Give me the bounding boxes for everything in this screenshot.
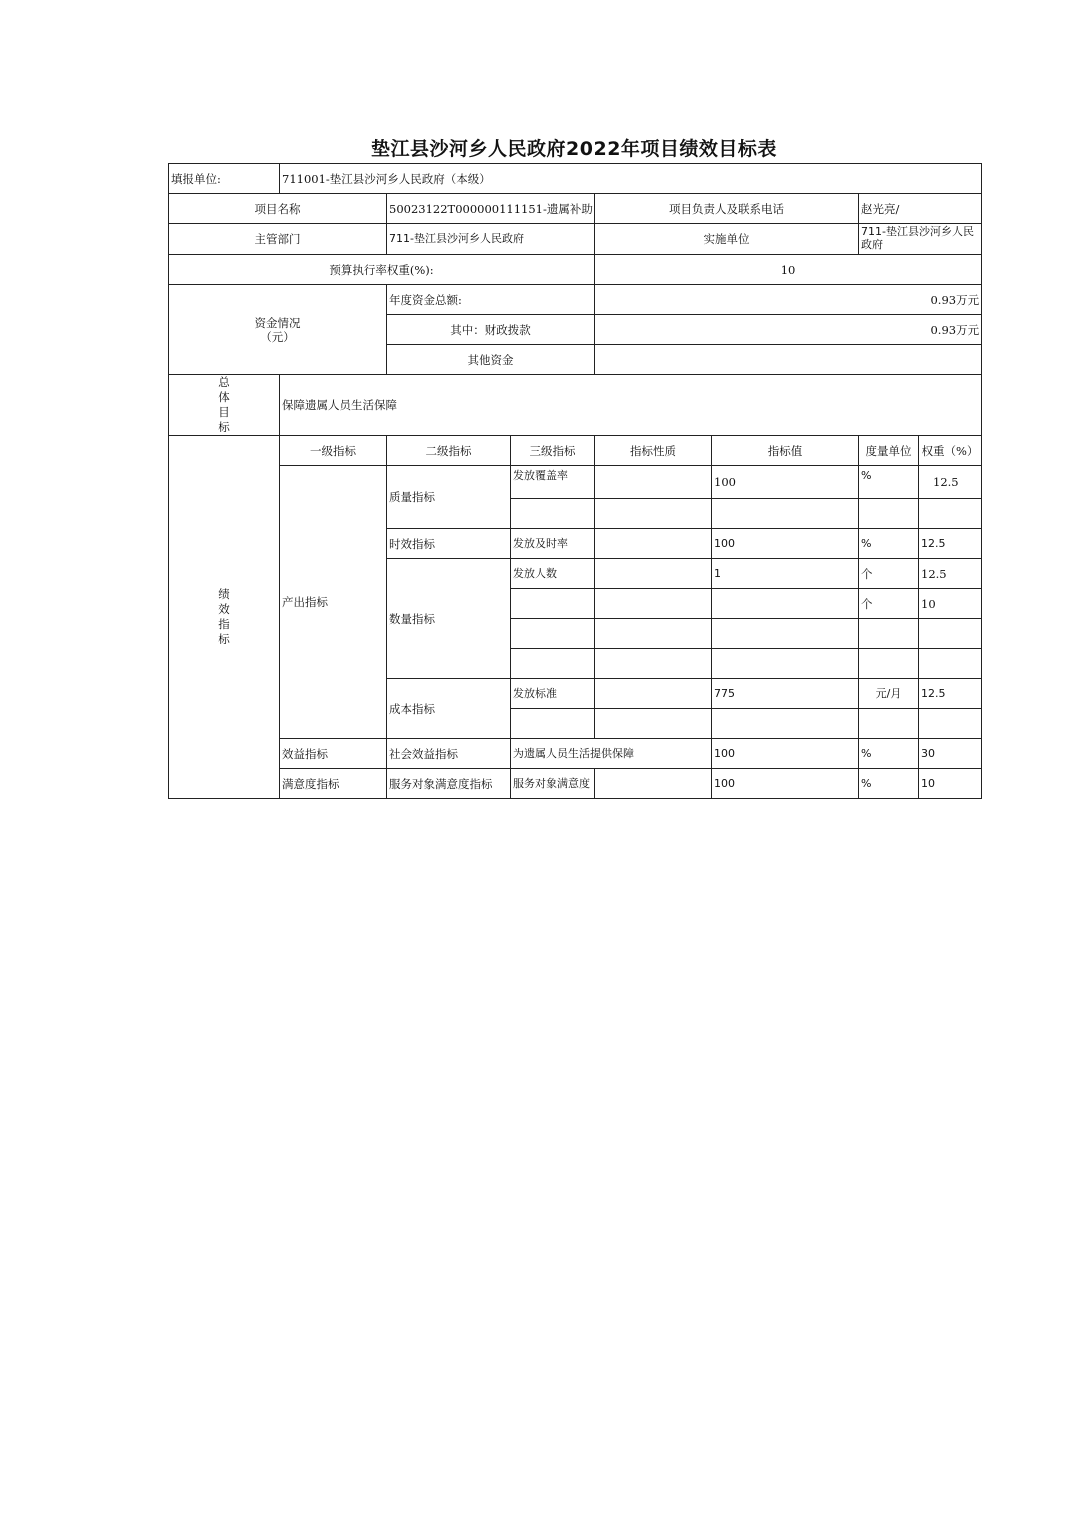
- table-row: [169, 739, 982, 769]
- empty-cell: [712, 649, 859, 679]
- empty-cell: [712, 709, 859, 739]
- n2-value: [712, 589, 859, 619]
- goal-row: [169, 375, 982, 436]
- n1-nature: [595, 559, 712, 589]
- impl-label: 实施单位: [595, 224, 859, 255]
- header-level3: 三级指标: [511, 436, 595, 466]
- m1-unit: %: [859, 769, 919, 799]
- unit-label: 填报单位:: [169, 164, 280, 194]
- funds-fiscal-value: 0.93万元: [595, 315, 982, 345]
- project-name-label: 项目名称: [169, 194, 387, 224]
- m1-weight: 10: [919, 769, 982, 799]
- empty-cell: [511, 709, 595, 739]
- empty-cell: [859, 649, 919, 679]
- header-nature: 指标性质: [595, 436, 712, 466]
- funds-total-row: [169, 285, 982, 315]
- s1-unit: %: [859, 739, 919, 769]
- m1-value: 100: [712, 769, 859, 799]
- n2-nature: [595, 589, 712, 619]
- q1-nature: [595, 466, 712, 499]
- empty-cell: [919, 499, 982, 529]
- budget-row: [169, 255, 982, 285]
- cost-label: 成本指标: [387, 679, 511, 739]
- quantity-label: 数量指标: [387, 559, 511, 679]
- s1-value: 100: [712, 739, 859, 769]
- project-name-value: 50023122T000000111151-遗属补助: [387, 194, 595, 224]
- performance-table: [168, 163, 982, 799]
- n1-weight: 12.5: [919, 559, 982, 589]
- dept-label: 主管部门: [169, 224, 387, 255]
- empty-cell: [712, 499, 859, 529]
- funds-total-value: 0.93万元: [595, 285, 982, 315]
- n1-name: 发放人数: [511, 559, 595, 589]
- t1-value: 100: [712, 529, 859, 559]
- t1-unit: %: [859, 529, 919, 559]
- n2-unit: 个: [859, 589, 919, 619]
- c1-value: 775: [712, 679, 859, 709]
- funds-other-label: 其他资金: [387, 345, 595, 375]
- funds-unit: （元）: [260, 329, 295, 344]
- n2-name: [511, 589, 595, 619]
- s1-name: 为遗属人员生活提供保障: [511, 739, 712, 769]
- contact-value: 赵光亮/: [859, 194, 982, 224]
- budget-label: 预算执行率权重(%):: [169, 255, 595, 285]
- funds-label-cell: [169, 285, 387, 375]
- service-label: 服务对象满意度指标: [387, 769, 511, 799]
- c1-weight: 12.5: [919, 679, 982, 709]
- q1-weight: 12.5: [919, 466, 982, 499]
- s1-weight: 30: [919, 739, 982, 769]
- benefit-label: 效益指标: [280, 739, 387, 769]
- project-name-row: [169, 194, 982, 224]
- perf-label: 绩效指标: [218, 587, 230, 646]
- q1-name: 发放覆盖率: [511, 466, 595, 499]
- output-label: 产出指标: [280, 466, 387, 739]
- empty-cell: [859, 619, 919, 649]
- empty-cell: [919, 649, 982, 679]
- q1-value: 100: [712, 466, 859, 499]
- q1-unit: %: [859, 466, 919, 499]
- empty-cell: [595, 499, 712, 529]
- n2-weight: 10: [919, 589, 982, 619]
- table-row: [169, 466, 982, 499]
- empty-cell: [919, 619, 982, 649]
- perf-label-cell: [169, 436, 280, 799]
- empty-cell: [859, 709, 919, 739]
- empty-cell: [712, 619, 859, 649]
- quality-label: 质量指标: [387, 466, 511, 529]
- empty-cell: [511, 619, 595, 649]
- c1-nature: [595, 679, 712, 709]
- budget-value: 10: [595, 255, 982, 285]
- t1-name: 发放及时率: [511, 529, 595, 559]
- unit-row: [169, 164, 982, 194]
- unit-value: 711001-垫江县沙河乡人民政府（本级）: [280, 164, 982, 194]
- timeliness-label: 时效指标: [387, 529, 511, 559]
- perf-header-row: [169, 436, 982, 466]
- empty-cell: [511, 499, 595, 529]
- dept-row: [169, 224, 982, 255]
- t1-nature: [595, 529, 712, 559]
- n1-value: 1: [712, 559, 859, 589]
- social-label: 社会效益指标: [387, 739, 511, 769]
- header-level2: 二级指标: [387, 436, 511, 466]
- dept-value: 711-垫江县沙河乡人民政府: [387, 224, 595, 255]
- empty-cell: [595, 619, 712, 649]
- c1-unit: 元/月: [859, 679, 919, 709]
- funds-other-value: [595, 345, 982, 375]
- header-level1: 一级指标: [280, 436, 387, 466]
- goal-label: 总体目标: [218, 375, 230, 434]
- c1-name: 发放标准: [511, 679, 595, 709]
- header-unit: 度量单位: [859, 436, 919, 466]
- goal-label-cell: [169, 375, 280, 436]
- impl-value: 711-垫江县沙河乡人民政府: [859, 224, 982, 255]
- empty-cell: [511, 649, 595, 679]
- t1-weight: 12.5: [919, 529, 982, 559]
- funds-total-label: 年度资金总额:: [387, 285, 595, 315]
- n1-unit: 个: [859, 559, 919, 589]
- m1-name: 服务对象满意度: [511, 769, 595, 799]
- empty-cell: [595, 649, 712, 679]
- table-row: [169, 769, 982, 799]
- funds-label: 资金情况: [254, 315, 301, 330]
- header-weight: 权重（%）: [919, 436, 982, 466]
- funds-fiscal-label: 其中：财政拨款: [387, 315, 595, 345]
- contact-label: 项目负责人及联系电话: [595, 194, 859, 224]
- header-value: 指标值: [712, 436, 859, 466]
- page-title: 垫江县沙河乡人民政府2022年项目绩效目标表: [371, 138, 777, 160]
- satisfaction-label: 满意度指标: [280, 769, 387, 799]
- empty-cell: [919, 709, 982, 739]
- m1-nature: [595, 769, 712, 799]
- empty-cell: [595, 709, 712, 739]
- goal-value: 保障遗属人员生活保障: [280, 375, 982, 436]
- empty-cell: [859, 499, 919, 529]
